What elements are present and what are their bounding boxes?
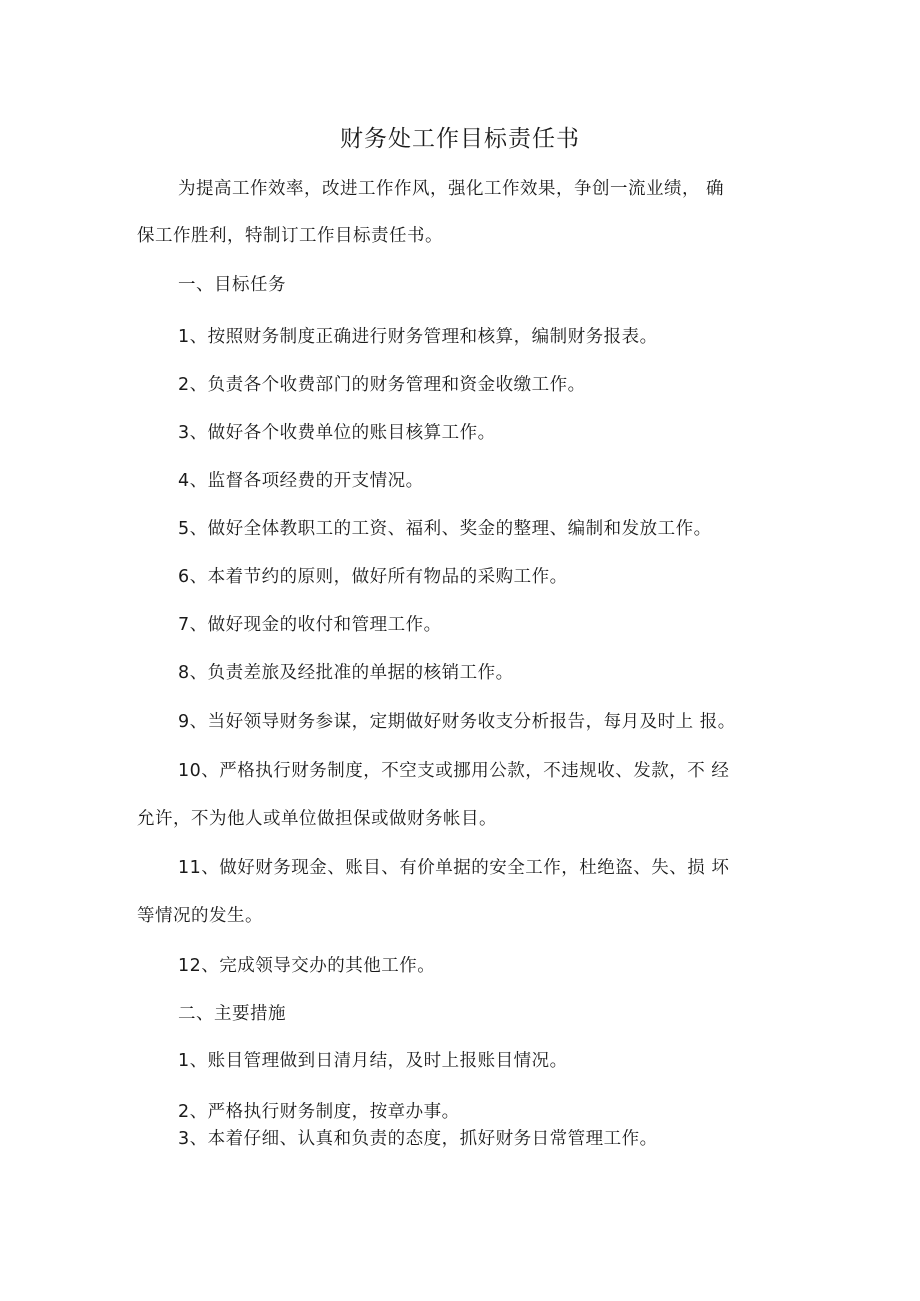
list-item: 1、按照财务制度正确进行财务管理和核算，编制财务报表。 xyxy=(178,327,658,347)
list-item: 10、严格执行财务制度，不空支或挪用公款，不违规收、发款，不 经 xyxy=(178,761,730,781)
list-item-continuation: 等情况的发生。 xyxy=(137,906,263,926)
intro-paragraph-line: 保工作胜利，特制订工作目标责任书。 xyxy=(137,226,443,246)
list-item: 3、做好各个收费单位的账目核算工作。 xyxy=(178,423,496,443)
list-item: 11、做好财务现金、账目、有价单据的安全工作，杜绝盗、失、损 坏 xyxy=(178,858,730,878)
document-title: 财务处工作目标责任书 xyxy=(340,126,580,152)
list-item: 5、做好全体教职工的工资、福利、奖金的整理、编制和发放工作。 xyxy=(178,519,712,539)
list-item: 7、做好现金的收付和管理工作。 xyxy=(178,615,442,635)
section-heading-targets: 一、目标任务 xyxy=(178,275,286,295)
list-item: 6、本着节约的原则，做好所有物品的采购工作。 xyxy=(178,567,568,587)
list-item: 9、当好领导财务参谋，定期做好财务收支分析报告，每月及时上 报。 xyxy=(178,712,736,732)
section-heading-measures: 二、主要措施 xyxy=(178,1004,286,1024)
list-item: 1、账目管理做到日清月结，及时上报账目情况。 xyxy=(178,1051,568,1071)
list-item: 4、监督各项经费的开支情况。 xyxy=(178,471,424,491)
list-item: 2、负责各个收费部门的财务管理和资金收缴工作。 xyxy=(178,375,586,395)
list-item: 8、负责差旅及经批准的单据的核销工作。 xyxy=(178,663,514,683)
list-item: 3、本着仔细、认真和负责的态度，抓好财务日常管理工作。 xyxy=(178,1129,658,1149)
list-item: 2、严格执行财务制度，按章办事。 xyxy=(178,1102,460,1122)
intro-paragraph-line: 为提高工作效率，改进工作作风，强化工作效果，争创一流业绩， 确 xyxy=(178,179,725,199)
list-item: 12、完成领导交办的其他工作。 xyxy=(178,956,436,976)
list-item-continuation: 允许，不为他人或单位做担保或做财务帐目。 xyxy=(137,809,497,829)
